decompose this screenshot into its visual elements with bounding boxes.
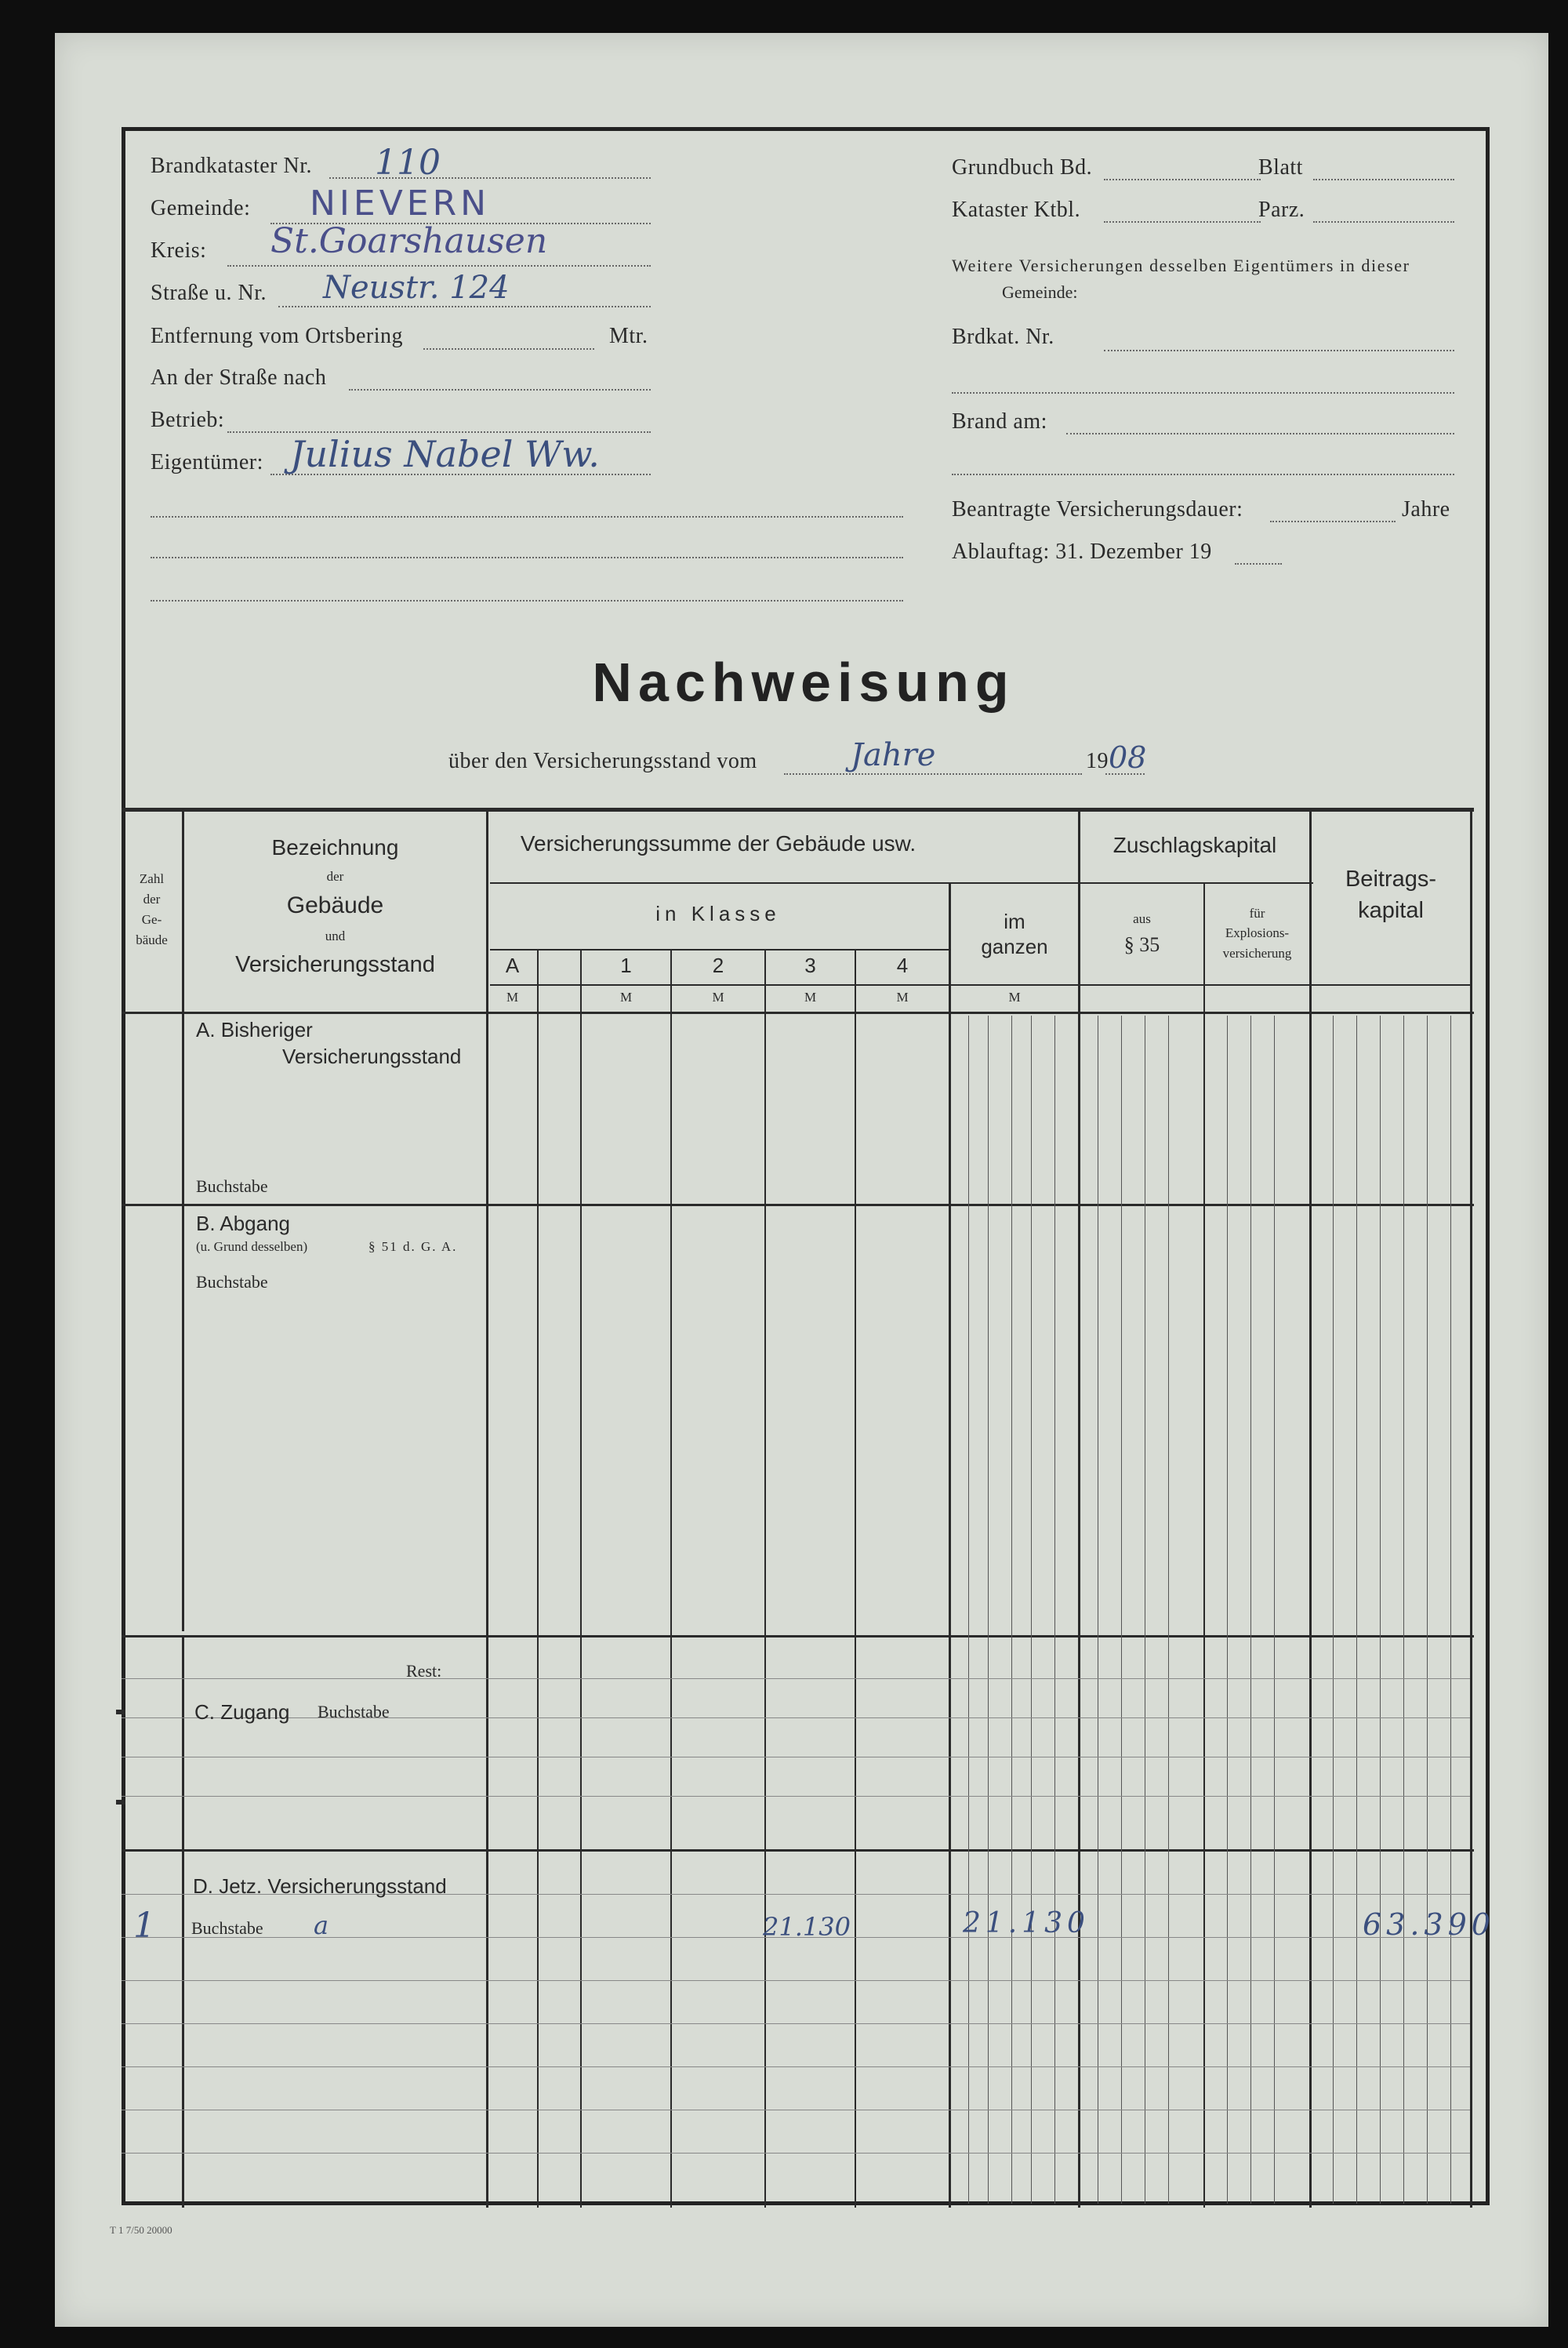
eigentuemer-value: Julius Nabel Ww.	[290, 433, 600, 475]
unit-ganzen: M	[1008, 990, 1021, 1005]
klasse-a: A	[505, 954, 520, 977]
entfernung-unit: Mtr.	[609, 324, 648, 348]
klasse-2: 2	[712, 954, 724, 977]
strasse-label: Straße u. Nr.	[151, 281, 267, 305]
col-bez-5: Versicherungsstand	[235, 952, 435, 977]
section-b-buchstabe: Buchstabe	[196, 1272, 268, 1292]
eigentuemer-label: Eigentümer:	[151, 450, 263, 474]
weitere-label-1: Weitere Versicherungen desselben Eigentümers in dieser	[952, 256, 1410, 275]
col-klasse-header: in Klasse	[655, 902, 781, 925]
blatt-label: Blatt	[1258, 155, 1303, 180]
section-d-zahl: 1	[133, 1906, 155, 1946]
dauer-unit: Jahre	[1402, 497, 1450, 522]
footer-code: T 1 7/50 20000	[110, 2224, 172, 2236]
year-prefix: 19	[1086, 749, 1109, 773]
strasse-nach-label: An der Straße nach	[151, 365, 327, 390]
strasse-value: Neustr. 124	[323, 270, 510, 306]
brand-label: Brand am:	[952, 409, 1047, 434]
col-beitrag-1: Beitrags-	[1345, 867, 1437, 892]
section-b-sub: (u. Grund desselben)	[196, 1239, 308, 1254]
form-title: Nachweisung	[592, 652, 1015, 713]
section-a-buchstabe: Buchstabe	[196, 1176, 268, 1196]
col-bez-2: der	[326, 869, 344, 884]
kataster-label: Kataster Ktbl.	[952, 198, 1081, 222]
betrieb-label: Betrieb:	[151, 408, 225, 432]
year-value: 08	[1109, 740, 1147, 775]
col-expl-1: Explosions-	[1225, 925, 1290, 940]
col-bez-3: Gebäude	[286, 892, 384, 918]
klasse-1: 1	[620, 954, 632, 977]
col-expl-2: versicherung	[1222, 946, 1292, 961]
brandkataster-value: 110	[375, 143, 441, 183]
section-a-sub: Versicherungsstand	[282, 1045, 462, 1068]
klasse-3: 3	[804, 954, 816, 977]
unit-1: M	[619, 990, 633, 1005]
section-d-buchstabe-value: a	[314, 1910, 329, 1940]
subtitle-label: über den Versicherungsstand vom	[448, 749, 757, 773]
col-bez-4: und	[325, 929, 346, 943]
unit-4: M	[896, 990, 909, 1005]
unit-3: M	[804, 990, 817, 1005]
col-vs-header: Versicherungssumme der Gebäude usw.	[520, 831, 916, 856]
kreis-label: Kreis:	[151, 238, 207, 263]
weitere-label-2: Gemeinde:	[1002, 282, 1078, 302]
col-fuer: für	[1249, 906, 1265, 921]
col-p35: § 35	[1123, 933, 1160, 956]
unit-a: M	[506, 990, 519, 1005]
section-d-buchstabe: Buchstabe	[191, 1918, 263, 1938]
section-d-klasse3: 21.130	[763, 1912, 851, 1942]
col-im: im	[1004, 910, 1025, 933]
gemeinde-label: Gemeinde:	[151, 196, 251, 220]
klasse-4: 4	[896, 954, 909, 977]
unit-2: M	[712, 990, 724, 1005]
section-b-para: § 51 d. G. A.	[368, 1239, 458, 1254]
col-aus: aus	[1133, 911, 1151, 926]
col-ganzen: ganzen	[981, 935, 1048, 958]
section-a-title: A. Bisheriger	[196, 1018, 313, 1041]
section-d-title: D. Jetz. Versicherungsstand	[193, 1874, 447, 1898]
section-d-beitrag: 63.390	[1363, 1907, 1495, 1942]
col-beitrag-2: kapital	[1358, 898, 1424, 923]
ablauf-label: Ablauftag: 31. Dezember 19	[952, 540, 1212, 564]
subtitle-value: Jahre	[851, 737, 936, 773]
grundbuch-label: Grundbuch Bd.	[952, 155, 1093, 180]
col-zuschlag-header: Zuschlagskapital	[1112, 833, 1277, 857]
section-b-title: B. Abgang	[196, 1212, 290, 1235]
parz-label: Parz.	[1258, 198, 1305, 222]
col-zahl-header: Zahl der Ge- bäude	[136, 871, 168, 947]
rest-label: Rest:	[406, 1661, 442, 1681]
section-c-buchstabe: Buchstabe	[318, 1702, 390, 1721]
kreis-stamp: St.Goarshausen	[270, 221, 548, 261]
col-bez-1: Bezeichnung	[271, 835, 399, 860]
gemeinde-stamp: NIEVERN	[310, 184, 491, 224]
entfernung-label: Entfernung vom Ortsbering	[151, 324, 403, 348]
brdkat-label: Brdkat. Nr.	[952, 325, 1054, 349]
dauer-label: Beantragte Versicherungsdauer:	[952, 497, 1243, 522]
section-d-ganzen: 21.130	[963, 1907, 1090, 1939]
brandkataster-label: Brandkataster Nr.	[151, 154, 312, 178]
section-c-title: C. Zugang	[194, 1700, 290, 1724]
